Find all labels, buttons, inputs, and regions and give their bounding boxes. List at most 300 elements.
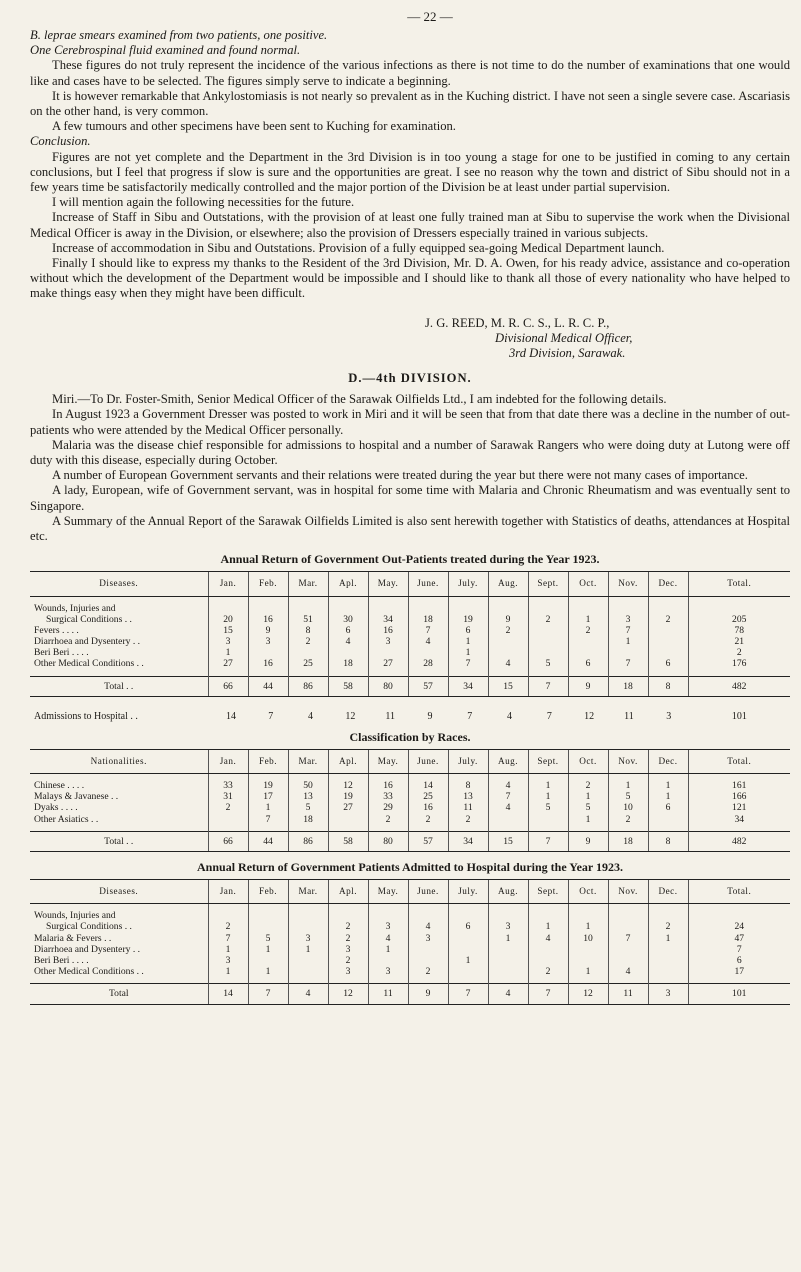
total-cell: 7 — [528, 676, 568, 696]
value-cell: 16 — [423, 802, 433, 814]
value-cell: 1 — [625, 780, 631, 792]
value-cell — [651, 647, 686, 658]
value-cell — [211, 814, 246, 825]
value-cell: 16 — [263, 658, 273, 670]
value-cell: 24 — [734, 921, 745, 933]
value-cell — [531, 910, 566, 921]
value-cell: 31 — [223, 791, 233, 803]
value-cell — [531, 647, 566, 658]
total-cell: 44 — [248, 831, 288, 851]
value-cell: 1 — [305, 943, 311, 955]
value-cell: 15 — [223, 624, 233, 636]
paragraph: A number of European Government servants and their relations were treated during the year but there were not many cases of importance. — [52, 468, 748, 483]
value-cell: 6 — [736, 954, 742, 966]
value-column — [368, 904, 408, 984]
admissions-table — [30, 879, 790, 1005]
value-cell — [411, 955, 446, 966]
value-cell: 8 — [305, 624, 311, 636]
value-cell: 5 — [545, 802, 551, 814]
month-header: Mar. — [288, 879, 328, 903]
value-cell — [531, 955, 566, 966]
signature-name: J. G. REED, M. R. C. S., L. R. C. P., — [425, 315, 610, 330]
total-cell: 3 — [648, 984, 688, 1004]
value-cell: 1 — [665, 932, 671, 944]
value-cell — [211, 603, 246, 614]
value-cell — [651, 603, 686, 614]
value-cell: 5 — [545, 658, 551, 670]
value-cell: 1 — [225, 647, 231, 659]
value-cell: 18 — [343, 658, 353, 670]
value-column — [648, 596, 688, 676]
value-cell: 2 — [736, 647, 742, 659]
row-label: Diarrhoea and Dysentery . . — [34, 636, 141, 648]
month-header: Dec. — [648, 879, 688, 903]
value-cell: 4 — [505, 658, 511, 670]
value-cell — [411, 910, 446, 921]
value-column — [528, 904, 568, 984]
value-cell: 3 — [345, 943, 351, 955]
total-header: Total. — [688, 572, 790, 596]
value-cell — [451, 966, 486, 977]
value-cell — [371, 955, 406, 966]
value-cell: 17 — [263, 791, 273, 803]
value-cell — [611, 921, 646, 932]
total-cell: 482 — [688, 676, 790, 696]
value-cell: 3 — [345, 966, 351, 978]
value-cell — [691, 910, 789, 921]
value-cell: 7 — [465, 658, 471, 670]
value-cell — [251, 921, 286, 932]
value-cell: 3 — [385, 966, 391, 978]
value-cell: 7 — [625, 932, 631, 944]
value-cell — [331, 603, 366, 614]
total-label: Total . . — [30, 831, 208, 851]
row-label: Dyaks . . . . — [34, 802, 78, 814]
value-cell: 13 — [463, 791, 473, 803]
total-cell: 34 — [448, 676, 488, 696]
value-column — [408, 774, 448, 832]
value-cell — [651, 944, 686, 955]
total-cell: 9 — [408, 984, 448, 1004]
value-cell — [651, 636, 686, 647]
value-cell: 19 — [263, 780, 273, 792]
value-cell: 1 — [265, 966, 271, 978]
value-cell: 2 — [505, 624, 511, 636]
value-cell: 28 — [423, 658, 433, 670]
paragraph: Increase of accommodation in Sibu and Outstations. Provision of a fully equipped sea-going Medical Department launch. — [52, 240, 665, 255]
value-cell: 2 — [545, 613, 551, 625]
value-column — [688, 774, 790, 832]
total-cell: 4 — [488, 984, 528, 1004]
value-cell — [571, 944, 606, 955]
total-cell: 57 — [408, 676, 448, 696]
value-cell: 18 — [303, 813, 313, 825]
value-cell: 1 — [465, 954, 471, 966]
value-column — [368, 774, 408, 832]
value-column — [248, 904, 288, 984]
total-row — [30, 676, 790, 696]
value-cell: 27 — [343, 802, 353, 814]
value-cell: 4 — [625, 966, 631, 978]
admissions-cell: 7 — [546, 710, 552, 722]
value-cell — [251, 910, 286, 921]
value-cell: 3 — [225, 954, 231, 966]
month-header: Oct. — [568, 879, 608, 903]
total-cell: 482 — [688, 831, 790, 851]
month-header: Nov. — [608, 572, 648, 596]
value-column — [448, 596, 488, 676]
value-column — [288, 904, 328, 984]
value-cell: 7 — [425, 624, 431, 636]
value-column — [528, 774, 568, 832]
outpatients-table — [30, 571, 790, 697]
table1-title: Annual Return of Government Out-Patients treated during the Year 1923. — [220, 552, 600, 567]
month-header: May. — [368, 879, 408, 903]
value-cell: 2 — [345, 954, 351, 966]
month-header: Nov. — [608, 749, 648, 773]
value-cell — [651, 625, 686, 636]
admissions-label: Admissions to Hospital . . — [34, 710, 138, 722]
row-label: Diarrhoea and Dysentery . . — [34, 943, 141, 955]
total-cell: 66 — [208, 676, 248, 696]
paragraph: A lady, European, wife of Government servant, was in hospital for some time with Malaria and Chronic Rheumatism and was eventually sent to Singapore. — [30, 483, 790, 513]
value-cell — [251, 603, 286, 614]
row-label: Surgical Conditions . . — [46, 613, 132, 625]
value-cell: 4 — [425, 636, 431, 648]
admissions-cell: 4 — [507, 710, 513, 722]
paragraph: Conclusion. — [30, 134, 91, 149]
value-column — [408, 904, 448, 984]
admissions-cell: 12 — [345, 710, 356, 722]
paragraph: It is however remarkable that Ankylostomiasis is not nearly so prevalent as in the Kuching district. I have not seen a single severe case. Ascariasis on the other hand, is very common. — [30, 88, 790, 119]
value-cell: 4 — [345, 636, 351, 648]
total-row — [30, 984, 790, 1004]
page-number: — 22 — — [407, 9, 453, 24]
value-cell — [491, 603, 526, 614]
value-cell: 3 — [385, 921, 391, 933]
value-cell — [571, 955, 606, 966]
admissions-cell: 7 — [268, 710, 274, 722]
value-column — [208, 596, 248, 676]
value-cell: 3 — [425, 932, 431, 944]
total-header: Total. — [688, 879, 790, 903]
value-cell: 8 — [465, 780, 471, 792]
month-header: Apl. — [328, 879, 368, 903]
value-cell — [531, 625, 566, 636]
value-column — [688, 904, 790, 984]
value-column — [328, 596, 368, 676]
value-cell: 33 — [223, 780, 233, 792]
value-column — [608, 596, 648, 676]
value-column — [368, 596, 408, 676]
value-column — [688, 596, 790, 676]
value-cell — [491, 647, 526, 658]
value-cell — [611, 955, 646, 966]
value-cell: 7 — [265, 813, 271, 825]
total-cell: 58 — [328, 676, 368, 696]
value-cell — [571, 636, 606, 647]
value-cell: 25 — [423, 791, 433, 803]
document-page — [30, 6, 790, 1005]
value-cell: 4 — [385, 932, 391, 944]
value-cell — [491, 636, 526, 647]
month-header: Apl. — [328, 749, 368, 773]
value-cell: 1 — [265, 802, 271, 814]
value-cell: 13 — [303, 791, 313, 803]
value-cell: 33 — [383, 791, 393, 803]
month-header: Apl. — [328, 572, 368, 596]
total-cell: 7 — [248, 984, 288, 1004]
value-cell: 1 — [465, 636, 471, 648]
paragraph: Increase of Staff in Sibu and Outstations, with the provision of at least one fully trained man at Sibu to supervise the work when the Divisional Medical Officer is away in the Division, or elsewhere; also the provision of Dressers especially trained in various subjects. — [30, 210, 790, 240]
value-cell — [611, 910, 646, 921]
month-header: June. — [408, 749, 448, 773]
value-cell: 4 — [505, 780, 511, 792]
value-cell: 2 — [465, 813, 471, 825]
month-header: July. — [448, 572, 488, 596]
value-cell: 2 — [425, 813, 431, 825]
value-cell — [251, 647, 286, 658]
paragraph: In August 1923 a Government Dresser was posted to work in Miri and it will be seen that from that date there was a decline in the number of out-patients who were attended by the Medical Officer personally. — [30, 407, 790, 437]
total-cell: 4 — [288, 984, 328, 1004]
value-cell: 16 — [383, 780, 393, 792]
value-cell — [291, 966, 326, 977]
value-cell: 2 — [545, 966, 551, 978]
value-cell: 2 — [665, 613, 671, 625]
month-header: Mar. — [288, 572, 328, 596]
month-header: June. — [408, 572, 448, 596]
value-cell: 1 — [225, 943, 231, 955]
value-cell — [291, 910, 326, 921]
value-cell: 2 — [625, 813, 631, 825]
value-cell: 19 — [463, 613, 473, 625]
value-cell: 34 — [383, 613, 393, 625]
value-cell: 161 — [732, 780, 747, 792]
value-column — [528, 596, 568, 676]
value-cell: 1 — [585, 813, 591, 825]
header-cell: Diseases. — [30, 572, 208, 596]
value-cell: 5 — [625, 791, 631, 803]
value-cell — [451, 910, 486, 921]
value-cell — [291, 921, 326, 932]
races-table — [30, 749, 790, 852]
total-cell: 101 — [688, 984, 790, 1004]
value-cell: 10 — [623, 802, 633, 814]
row-label: Chinese . . . . — [34, 780, 85, 792]
value-cell: 19 — [343, 791, 353, 803]
value-cell: 1 — [225, 966, 231, 978]
value-cell: 1 — [585, 613, 591, 625]
value-cell — [411, 944, 446, 955]
value-cell — [491, 814, 526, 825]
value-cell — [491, 966, 526, 977]
month-header: Feb. — [248, 879, 288, 903]
value-cell: 176 — [732, 658, 747, 670]
total-label: Total — [30, 984, 208, 1004]
table3-title: Annual Return of Government Patients Admitted to Hospital during the Year 1923. — [197, 859, 623, 874]
month-header: Sept. — [528, 572, 568, 596]
paragraph: Miri.—To Dr. Foster-Smith, Senior Medical Officer of the Sarawak Oilfields Ltd., I am indebted for the following details. — [52, 392, 667, 407]
value-cell: 2 — [345, 932, 351, 944]
total-cell: 11 — [368, 984, 408, 1004]
value-cell — [371, 603, 406, 614]
value-column — [488, 774, 528, 832]
month-header: Jan. — [208, 749, 248, 773]
total-cell: 11 — [608, 984, 648, 1004]
value-column — [408, 596, 448, 676]
total-cell: 7 — [528, 984, 568, 1004]
value-cell: 6 — [465, 921, 471, 933]
value-cell: 3 — [305, 932, 311, 944]
value-cell: 3 — [505, 921, 511, 933]
value-cell — [651, 955, 686, 966]
value-column — [288, 596, 328, 676]
total-cell: 15 — [488, 676, 528, 696]
signature-block — [425, 316, 790, 362]
row-label: Malays & Javanese . . — [34, 791, 119, 803]
value-cell: 2 — [585, 780, 591, 792]
total-cell: 18 — [608, 676, 648, 696]
value-cell: 2 — [225, 921, 231, 933]
value-cell: 1 — [665, 780, 671, 792]
value-cell — [451, 933, 486, 944]
admissions-cell: 7 — [467, 710, 473, 722]
value-cell: 4 — [505, 802, 511, 814]
value-cell — [451, 603, 486, 614]
value-cell: 21 — [734, 636, 745, 648]
value-cell — [251, 955, 286, 966]
value-cell — [491, 910, 526, 921]
value-column — [208, 774, 248, 832]
value-column — [448, 774, 488, 832]
admissions-cell: 4 — [308, 710, 314, 722]
total-cell: 7 — [448, 984, 488, 1004]
month-header: May. — [368, 572, 408, 596]
total-cell: 86 — [288, 831, 328, 851]
admissions-cell: 14 — [225, 710, 236, 722]
total-header: Total. — [688, 749, 790, 773]
table-header-row — [30, 879, 790, 903]
paragraph: One Cerebrospinal fluid examined and found normal. — [30, 43, 301, 58]
paragraph: I will mention again the following necessities for the future. — [52, 195, 355, 210]
paragraph: These figures do not truly represent the incidence of the various infections as there is not time to do the number of examinations that one would like and cases have to be selected. The figures simply serve to indicate a beginning. — [30, 58, 790, 88]
admissions-cell: 3 — [666, 710, 672, 722]
value-cell: 1 — [505, 932, 511, 944]
value-cell: 1 — [265, 943, 271, 955]
body-text-section-1 — [30, 28, 790, 302]
value-cell: 14 — [423, 780, 433, 792]
value-cell: 20 — [223, 613, 233, 625]
value-cell: 1 — [385, 943, 391, 955]
admissions-cell: 11 — [624, 710, 634, 722]
value-cell: 1 — [545, 921, 551, 933]
month-header: Aug. — [488, 879, 528, 903]
month-header: Feb. — [248, 572, 288, 596]
value-cell: 50 — [303, 780, 313, 792]
row-labels — [30, 774, 208, 832]
value-cell: 1 — [665, 791, 671, 803]
value-cell: 78 — [734, 624, 745, 636]
total-cell: 12 — [568, 984, 608, 1004]
value-cell: 1 — [545, 791, 551, 803]
row-label: Malaria & Fevers . . — [34, 932, 112, 944]
admissions-cell: 9 — [427, 710, 433, 722]
total-cell: 8 — [648, 676, 688, 696]
total-label: Total . . — [30, 676, 208, 696]
value-cell: 30 — [343, 613, 353, 625]
month-header: July. — [448, 879, 488, 903]
row-label: Surgical Conditions . . — [46, 921, 132, 933]
value-cell: 16 — [263, 613, 273, 625]
value-cell: 27 — [383, 658, 393, 670]
value-cell: 4 — [545, 932, 551, 944]
value-column — [488, 904, 528, 984]
value-cell: 3 — [625, 613, 631, 625]
value-cell: 6 — [585, 658, 591, 670]
value-cell — [491, 944, 526, 955]
total-cell: 8 — [648, 831, 688, 851]
table-header-row — [30, 572, 790, 596]
value-column — [568, 596, 608, 676]
value-column — [568, 904, 608, 984]
value-cell — [651, 814, 686, 825]
month-header: Aug. — [488, 749, 528, 773]
total-cell: 18 — [608, 831, 648, 851]
value-cell: 4 — [425, 921, 431, 933]
row-label: Wounds, Injuries and — [34, 910, 116, 922]
value-cell — [371, 647, 406, 658]
value-column — [568, 774, 608, 832]
signature-title: Divisional Medical Officer, — [495, 330, 633, 345]
value-cell: 6 — [345, 624, 351, 636]
paragraph: A few tumours and other specimens have been sent to Kuching for examination. — [52, 119, 456, 134]
value-cell: 51 — [303, 613, 313, 625]
value-cell — [611, 603, 646, 614]
value-cell: 2 — [385, 813, 391, 825]
value-column — [248, 596, 288, 676]
month-header: Mar. — [288, 749, 328, 773]
total-cell: 58 — [328, 831, 368, 851]
value-cell — [531, 944, 566, 955]
value-cell: 9 — [265, 624, 271, 636]
value-cell: 7 — [505, 791, 511, 803]
admissions-cell: 101 — [731, 710, 747, 722]
month-header: Oct. — [568, 572, 608, 596]
value-cell: 1 — [585, 791, 591, 803]
month-header: Sept. — [528, 749, 568, 773]
value-cell: 47 — [734, 932, 745, 944]
month-header: Oct. — [568, 749, 608, 773]
table-body-row — [30, 596, 790, 676]
value-cell: 6 — [665, 658, 671, 670]
value-cell: 1 — [585, 966, 591, 978]
value-cell: 1 — [585, 921, 591, 933]
value-cell: 10 — [583, 932, 593, 944]
total-cell: 34 — [448, 831, 488, 851]
paragraph: Finally I should like to express my thanks to the Resident of the 3rd Division, Mr. D. A. Owen, for his ready advice, assistance and co-operation without which the development of the Department would be impossible and I should like to thank all those of every nationality who have helped to make things easy when they might have been difficult. — [30, 256, 790, 301]
value-cell: 3 — [225, 636, 231, 648]
table2-title: Classification by Races. — [349, 729, 471, 744]
value-cell: 27 — [223, 658, 233, 670]
total-row — [30, 831, 790, 851]
row-label: Beri Beri . . . . — [34, 647, 89, 659]
value-column — [448, 904, 488, 984]
header-cell: Diseases. — [30, 879, 208, 903]
total-cell: 15 — [488, 831, 528, 851]
table-body-row — [30, 774, 790, 832]
value-cell: 17 — [734, 966, 745, 978]
value-cell — [331, 910, 366, 921]
